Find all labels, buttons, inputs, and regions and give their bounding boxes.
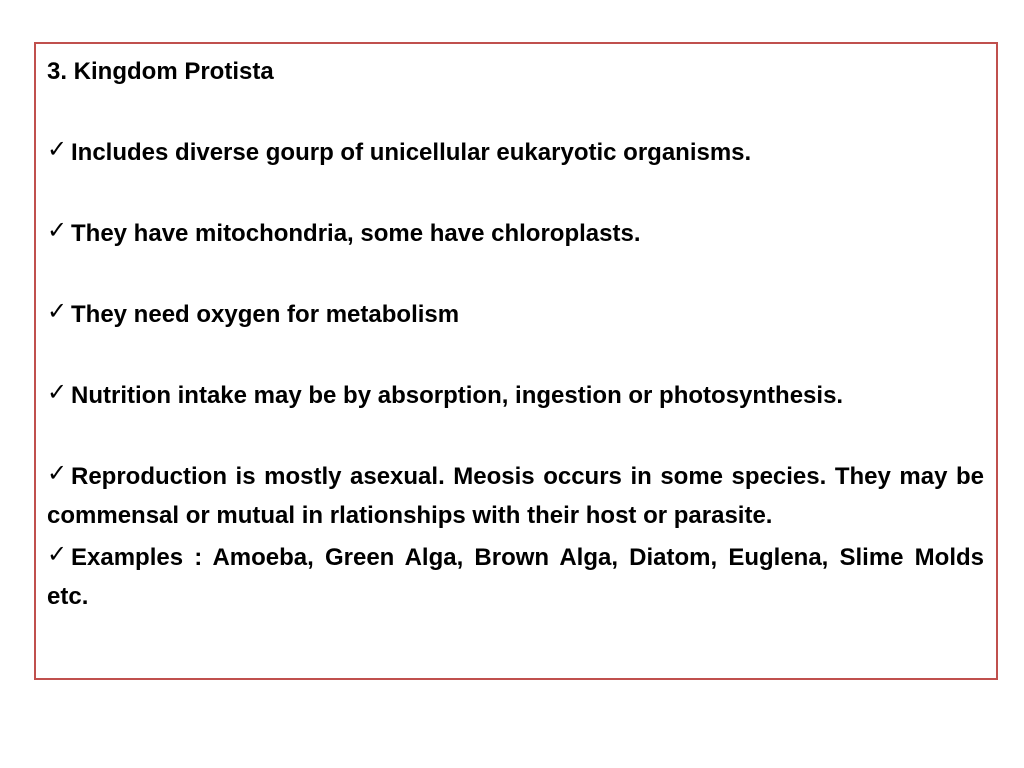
bullet-item: [47, 292, 984, 334]
spacer: [47, 172, 984, 211]
bullet-item: [47, 373, 984, 415]
spacer: [47, 253, 984, 292]
checkmark-icon: ✓: [47, 540, 68, 568]
checkmark-icon: ✓: [47, 378, 68, 406]
checkmark-icon: ✓: [47, 297, 68, 325]
bullet-item: [47, 535, 984, 616]
checkmark-icon: ✓: [47, 216, 68, 244]
content-box: [34, 42, 998, 680]
bullet-text: Examples : Amoeba, Green Alga, Brown Alga, Diatom, Euglena, Slime Molds etc.: [47, 544, 984, 610]
bullet-text: They have mitochondria, some have chloroplasts.: [71, 220, 641, 247]
checkmark-icon: ✓: [47, 135, 68, 163]
bullet-text: They need oxygen for metabolism: [71, 301, 460, 328]
slide-heading: 3. Kingdom Protista: [47, 58, 274, 85]
bullet-text: Reproduction is mostly asexual. Meosis occurs in some species. They may be commensal or mutual in rlationships with their host or parasite.: [47, 463, 984, 529]
spacer: [47, 415, 984, 454]
bullet-item: [47, 211, 984, 253]
spacer: [47, 88, 984, 130]
bullet-text: Nutrition intake may be by absorption, ingestion or photosynthesis.: [71, 382, 844, 409]
checkmark-icon: ✓: [47, 459, 68, 487]
spacer: [47, 334, 984, 373]
bullet-item: [47, 130, 984, 172]
bullet-text: Includes diverse gourp of unicellular eukaryotic organisms.: [71, 139, 752, 166]
bullet-item: [47, 454, 984, 535]
